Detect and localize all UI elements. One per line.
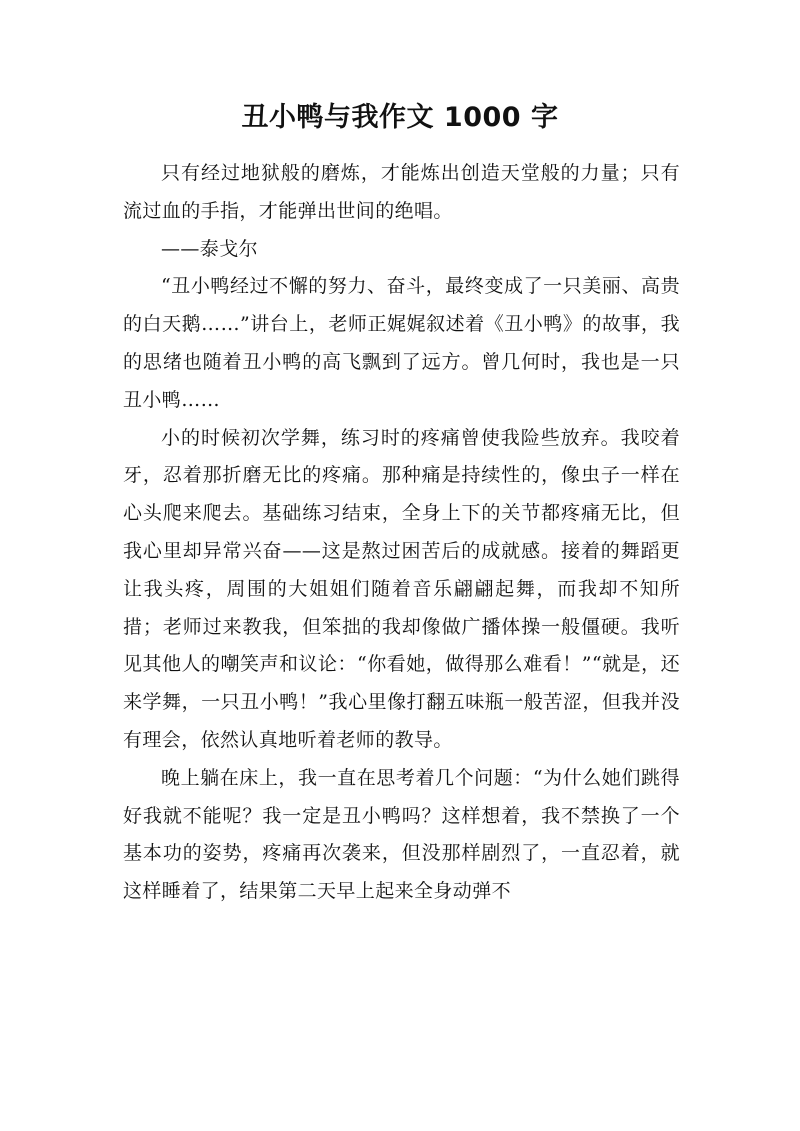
document-title: 丑小鸭与我作文 1000 字 [241, 102, 559, 133]
paragraph-attribution: ——泰戈尔 [161, 237, 259, 260]
paragraph-dance-practice: 小的时候初次学舞，练习时的疼痛曾使我险些放弃。我咬着牙，忍着那折磨无比的疼痛。那种痛是持续性的，像虫子一样在心头爬来爬去。基础练习结束，全身上下的关节都疼痛无比，但我心里却异常兴奋——这是熬过困苦后的成就感。接着的舞蹈更让我头疼，周围的大姐姐们随着音乐翩翩起舞，而我却不知所措；老师过来教我，但笨拙的我却像做广播体操一般僵硬。我听见其他人的嘲笑声和议论：“你看她，做得那么难看！”“就是，还来学舞，一只丑小鸭！”我心里像打翻五味瓶一般苦涩，但我并没有理会，依然认真地听着老师的教导。 [123, 426, 680, 751]
paragraph-night-thoughts: 晚上躺在床上，我一直在思考着几个问题：“为什么她们跳得好我就不能呢？我一定是丑小鸭吗？这样想着，我不禁换了一个基本功的姿势，疼痛再次袭来，但没那样剧烈了，一直忍着，就这样睡着了，结果第二天早上起来全身动弹不 [123, 766, 680, 903]
paragraph-opening: “丑小鸭经过不懈的努力、奋斗，最终变成了一只美丽、高贵的白天鹅……”讲台上，老师正娓娓叙述着《丑小鸭》的故事，我的思绪也随着丑小鸭的高飞飘到了远方。曾几何时，我也是一只丑小鸭…… [123, 275, 680, 411]
document-body [123, 155, 680, 911]
paragraph-epigraph: 只有经过地狱般的磨炼，才能炼出创造天堂般的力量；只有流过血的手指，才能弹出世间的绝唱。 [123, 162, 680, 222]
